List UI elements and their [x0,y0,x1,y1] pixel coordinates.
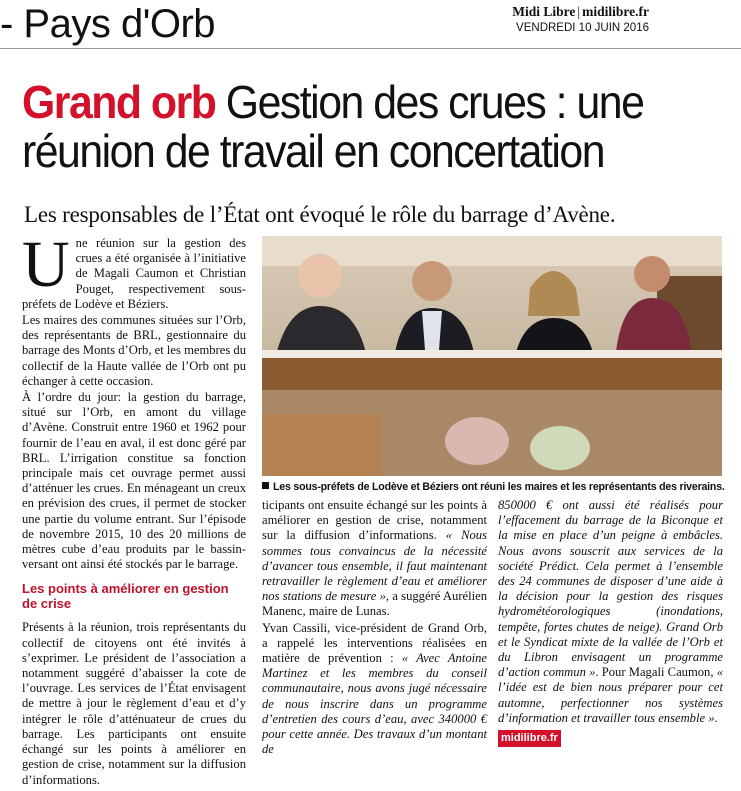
subheading: Les points à améliorer en gestion de crise [22,581,229,612]
article-photo [262,236,722,476]
midilibre-badge: midilibre.fr [498,730,561,747]
headline-line2: réunion de travail en concertation [22,125,605,177]
newspaper-brand: Midi Libre | midilibre.fr [512,4,649,19]
paragraph-2: Les maires des communes situées sur l’Orb, des représentants de BRL, gestionnaire du barrage des Monts d’Orb, et les membres du collectif de la Haute vallée de l’Orb ont pu échanger à cette occasion. [22,313,246,388]
photo-caption: Les sous-préfets de Lodève et Béziers ont réuni les maires et les représentants des riverains. [262,481,724,493]
headline [22,78,673,176]
section-title: - Pays d'Orb [0,2,216,46]
paragraph-intro: ne réunion sur la gestion des crues a été organisée à l’initiative de Magali Caumon et Christian Pouget, respectivement sous-préfets de Lodève et Béziers. [22,236,246,311]
headline-line1: Gestion des crues : une [215,76,644,128]
meeting-photo-illustration [262,236,722,476]
headline-kicker: Grand orb [22,76,216,128]
header-rule [0,48,741,49]
column-3: 850000 € ont aussi été réalisés pour l’effacement du barrage de la Biconque et la mise en place d’un peigne à embâcles. Nous avons souscrit aux services de la société Prédict. Cela permet à l’ensemble des 24 communes de disposer d’une aide à la décision pour la gestion des risques hydrométéorologiques (inondations, tempête, fortes chutes de neige). Grand Orb et le Syndicat mixte de la vallée de l’Orb et du Libron envisagent un programme d’action commun ». Pour Magali Caumon, « l’idée est de bien nous préparer pour cet automne, perfectionner nos systèmes d’information et travailler tous ensemble ». midilibre.fr [498,498,723,747]
column-2: ticipants ont ensuite échangé sur les points à améliorer en gestion de crise, notamment sur la diffusion d’informations. « Nous sommes tous convaincus de la nécessité d’avancer tous ensemble, il faut maintenant retravailler le règlement d’eau et améliorer nos stations de mesure », a suggéré Aurélien Manenc, maire de Lunas. Yvan Cassili, vice-président de Grand Orb, a rappelé les interventions réalisées en matière de prévention : « Avec Antoine Martinez et les membres du conseil communautaire, nous avons jugé nécessaire de nous inscrire dans un programme d’entretien des cours d’eau, avec 340000 € pour cette année. Des travaux d’un montant de [262,498,487,757]
drop-cap: U [22,228,70,301]
caption-bullet-icon [262,482,269,489]
column-1 [22,228,246,789]
deck: Les responsables de l’État ont évoqué le rôle du barrage d’Avène. [24,202,616,227]
paragraph-4: Présents à la réunion, trois représentants du collectif de citoyens ont été invités à s’exprimer. Le président de l’association a notamment suggéré d’abaisser la cote de l’ouvrage. Les services de l’État envisagent de mettre à jour le règlement d’eau et d’y intégrer le rôle d’atténuateur de crues du barrage. Les participants ont ensuite échangé sur les points à améliorer en gestion de crise, notamment sur la diffusion d’informations. [22,620,246,787]
paragraph-3: À l’ordre du jour: la gestion du barrage, situé sur l’Orb, en amont du village d’Avène. Construit entre 1960 et 1962 pour fournir de l’eau en aval, il est donc géré par BRL. L’irrigation constitue sa fonction principale mais cet ouvrage permet aussi d’atténuer les crues. En ménageant un creux en prévision des crues, il permet de stocker une partie du volume entrant. Sur l’épisode de novembre 2015, 10 des 20 millions de mètres cube d’eau produits par le bassin-versant ont ainsi été stockés par le barrage. [22,390,246,572]
publication-date: VENDREDI 10 JUIN 2016 [516,22,649,34]
